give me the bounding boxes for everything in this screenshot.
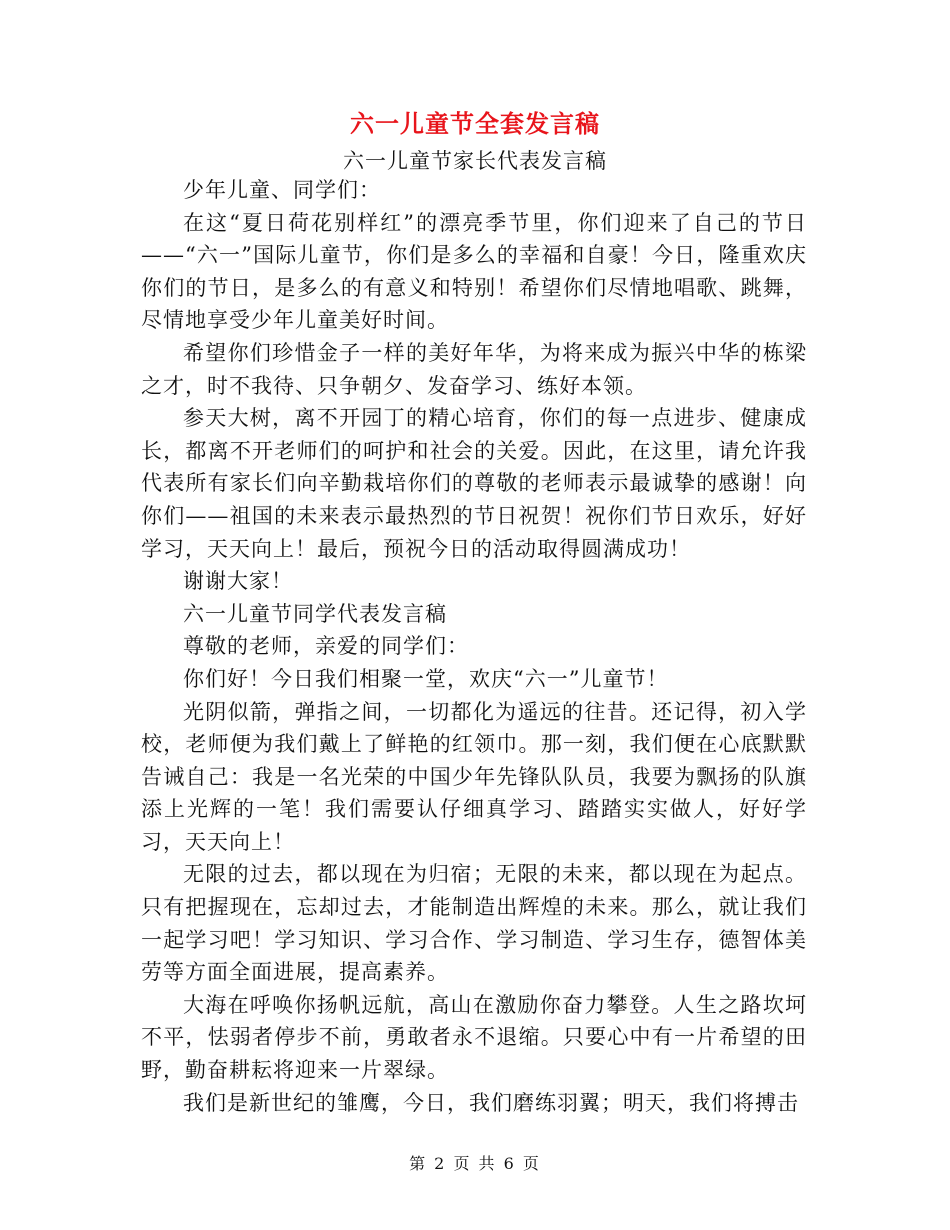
paragraph: 大海在呼唤你扬帆远航，高山在激励你奋力攀登。人生之路坎坷不平，怯弱者停步不前，勇敢者永不退缩。只要心中有一片希望的田野，勤奋耕耘将迎来一片翠绿。 [141,992,807,1083]
section-heading: 六一儿童节同学代表发言稿 [183,601,447,626]
document-subtitle: 六一儿童节家长代表发言稿 [343,149,607,173]
document-body [141,174,807,1119]
page-number-footer: 第 2 页 共 6 页 [409,1154,541,1173]
paragraph: 在这“夏日荷花别样红”的漂亮季节里，你们迎来了自己的节日——“六一”国际儿童节，你们是多么的幸福和自豪！今日，隆重欢庆你们的节日，是多么的有意义和特别！希望你们尽情地唱歌、跳舞，尽情地享受少年儿童美好时间。 [141,210,807,333]
paragraph: 希望你们珍惜金子一样的美好年华，为将来成为振兴中华的栋梁之才，时不我待、只争朝夕、发奋学习、练好本领。 [141,340,807,398]
paragraph: 你们好！今日我们相聚一堂，欢庆“六一”儿童节！ [183,666,669,691]
paragraph-salutation: 尊敬的老师，亲爱的同学们： [183,634,469,659]
paragraph: 无限的过去，都以现在为归宿；无限的未来，都以现在为起点。只有把握现在，忘却过去，才能制造出辉煌的未来。那么，就让我们一起学习吧！学习知识、学习合作、学习制造、学习生存，德智体美劳等方面全面进展，提高素养。 [141,862,807,985]
paragraph: 光阴似箭，弹指之间，一切都化为遥远的往昔。还记得，初入学校，老师便为我们戴上了鲜艳的红领巾。那一刻，我们便在心底默默告诫自己：我是一名光荣的中国少年先锋队队员，我要为飘扬的队旗添上光辉的一笔！我们需要认仔细真学习、踏踏实实做人，好好学习，天天向上！ [141,699,807,854]
document-title: 六一儿童节全套发言稿 [350,109,600,138]
paragraph: 我们是新世纪的雏鹰，今日，我们磨练羽翼；明天，我们将搏击 [183,1090,799,1115]
paragraph: 参天大树，离不开园丁的精心培育，你们的每一点进步、健康成长，都离不开老师们的呵护和社会的关爱。因此，在这里，请允许我代表所有家长们向辛勤栽培你们的尊敬的老师表示最诚挚的感谢！向你们——祖国的未来表示最热烈的节日祝贺！祝你们节日欢乐，好好学习，天天向上！最后，预祝今日的活动取得圆满成功！ [141,406,807,561]
paragraph-salutation: 少年儿童、同学们： [183,178,381,202]
paragraph-closing: 谢谢大家！ [183,569,293,594]
